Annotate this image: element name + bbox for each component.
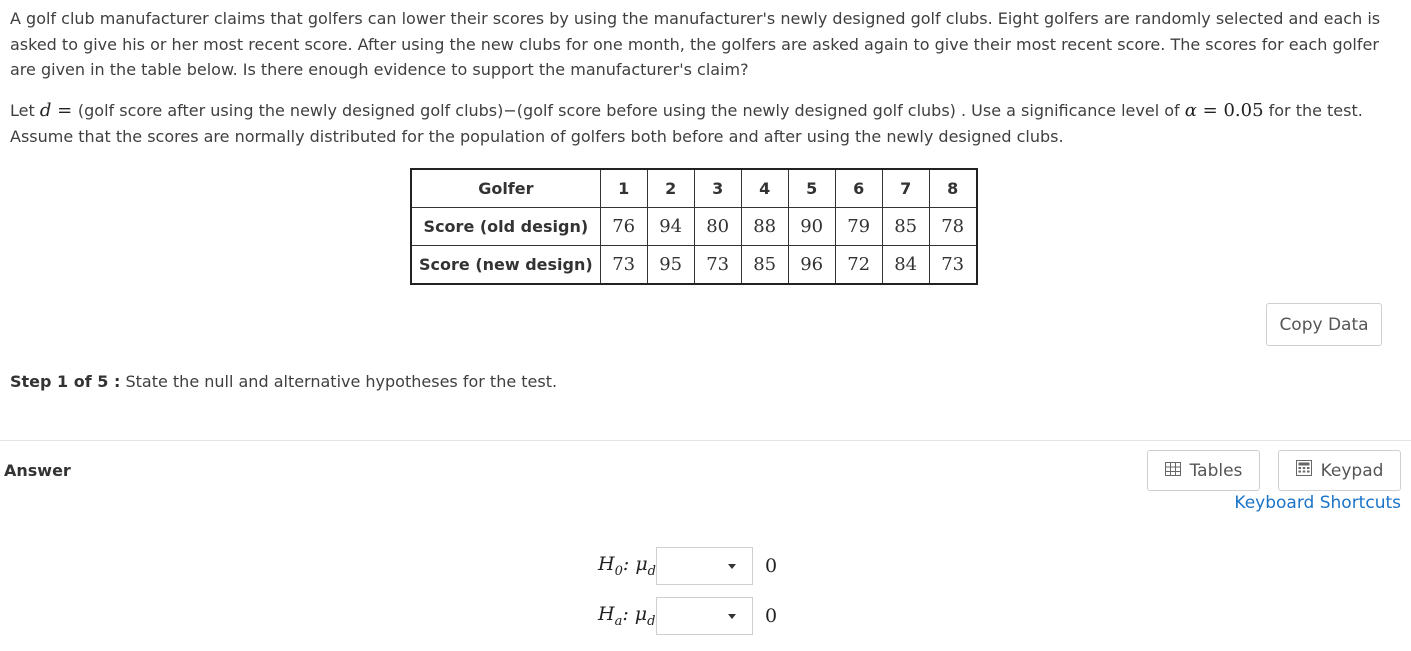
step-instruction: [10, 372, 557, 391]
divider: [0, 440, 1411, 441]
chevron-down-icon: [728, 564, 736, 569]
null-hypothesis-label: $H_0$: $\mu_d$: [598, 553, 656, 579]
answer-label: Answer: [4, 461, 71, 480]
golfer-number: 8: [929, 169, 977, 208]
alpha-value: 0.05: [1223, 100, 1264, 121]
copy-data-label: Copy Data: [1279, 314, 1369, 335]
table-cell: 96: [788, 246, 835, 285]
table-cell: 76: [600, 208, 647, 246]
table-cell: 85: [882, 208, 929, 246]
keypad-label: Keypad: [1320, 460, 1384, 481]
table-header-row: [411, 169, 977, 208]
table-cell: 73: [600, 246, 647, 285]
problem-intro: A golf club manufacturer claims that golfers can lower their scores by using the manufacturer's newly designed golf clubs. Eight golfers are randomly selected and each is asked to give his or her most recent score. After using the new clubs for one month, the golfers are asked again to give their most recent score. The scores for each golfer are given in the table below. Is there enough evidence to support the manufacturer's claim?: [10, 9, 1381, 79]
table-cell: 88: [741, 208, 788, 246]
keypad-button[interactable]: [1278, 450, 1401, 491]
chevron-down-icon: [728, 614, 736, 619]
table-cell: 90: [788, 208, 835, 246]
alternative-hypothesis-operator-select[interactable]: [656, 597, 753, 635]
null-hypothesis-operator-select[interactable]: [656, 547, 753, 585]
scores-table: [410, 168, 978, 285]
copy-data-button[interactable]: [1266, 303, 1382, 346]
table-cell: 85: [741, 246, 788, 285]
table-cell: 78: [929, 208, 977, 246]
alternative-hypothesis-value: 0: [765, 605, 778, 627]
problem-definition: Let d = (golf score after using the newly designed golf clubs)−(golf score before using the newly designed golf clubs) . Use a significance level of α = 0.05 for the test. Assume that the scores are normally distributed for the population of golfers both before and after using the newly designed clubs.: [10, 100, 1363, 146]
table-cell: 84: [882, 246, 929, 285]
step-text: State the null and alternative hypotheses for the test.: [120, 372, 558, 391]
golfer-number: 5: [788, 169, 835, 208]
alpha-symbol: α: [1184, 100, 1197, 121]
golfer-number: 1: [600, 169, 647, 208]
table-cell: 94: [647, 208, 694, 246]
golfer-number: 2: [647, 169, 694, 208]
keyboard-shortcuts-link[interactable]: Keyboard Shortcuts: [1234, 493, 1401, 513]
row-label-old: Score (old design): [411, 208, 600, 246]
table-row: [411, 208, 977, 246]
step-label: Step 1 of 5 :: [10, 372, 121, 391]
alternative-hypothesis-label: $H_a$: $\mu_d$: [598, 603, 656, 629]
golfer-number: 4: [741, 169, 788, 208]
table-cell: 79: [835, 208, 882, 246]
tables-button[interactable]: [1147, 450, 1260, 491]
null-hypothesis-value: 0: [765, 555, 778, 577]
table-icon: [1165, 461, 1181, 481]
alternative-hypothesis-row: [598, 597, 777, 635]
definition-text: (golf score after using the newly designed golf clubs)−(golf score before using the newly designed golf clubs) . Use a significance level of: [77, 101, 1185, 120]
let-prefix: Let: [10, 101, 35, 120]
golfer-number: 6: [835, 169, 882, 208]
keypad-icon: [1296, 460, 1312, 481]
golfer-number: 7: [882, 169, 929, 208]
golfer-header: Golfer: [411, 169, 600, 208]
table-cell: 72: [835, 246, 882, 285]
d-symbol: d: [39, 100, 52, 121]
golfer-number: 3: [694, 169, 741, 208]
table-cell: 80: [694, 208, 741, 246]
null-hypothesis-row: [598, 547, 777, 585]
table-cell: 73: [694, 246, 741, 285]
table-row: [411, 246, 977, 285]
assumption-text: for the test. Assume that the scores are normally distributed for the population of golfers both before and after using the newly designed clubs.: [10, 101, 1363, 146]
row-label-new: Score (new design): [411, 246, 600, 285]
table-cell: 73: [929, 246, 977, 285]
equals-sign: =: [51, 100, 78, 121]
table-cell: 95: [647, 246, 694, 285]
tables-label: Tables: [1189, 460, 1243, 481]
